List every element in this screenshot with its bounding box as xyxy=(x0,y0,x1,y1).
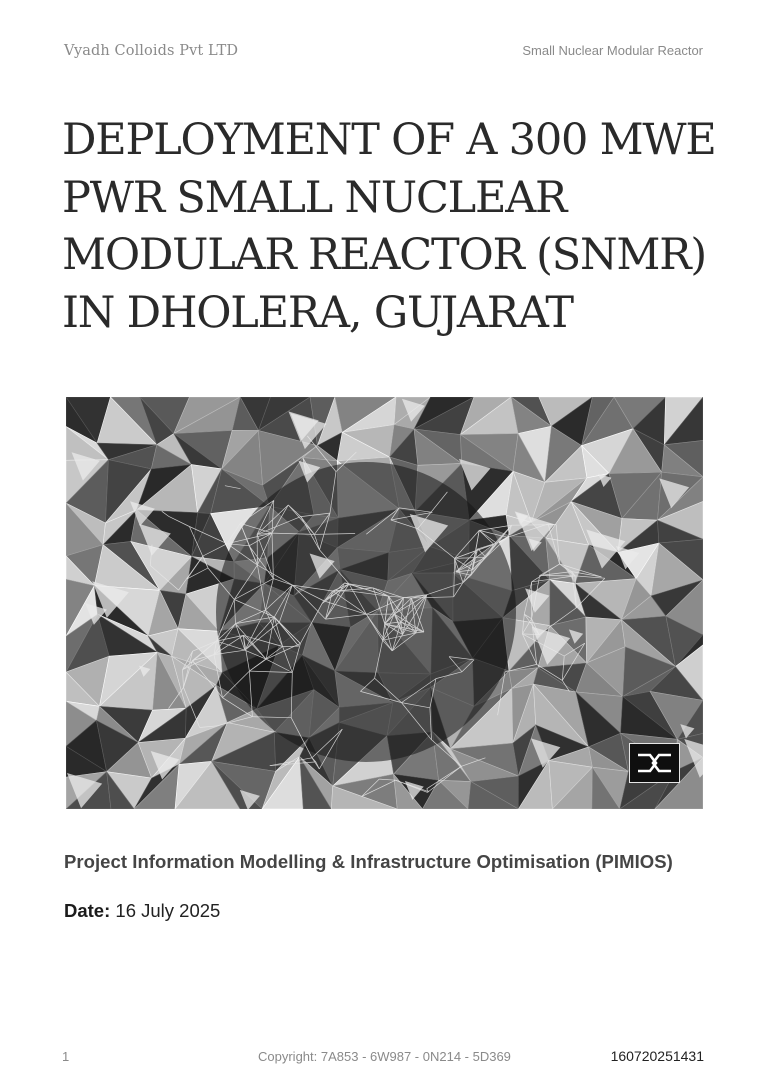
project-subtitle: Project Information Modelling & Infrastructure Optimisation (PIMIOS) xyxy=(64,851,673,872)
document-date xyxy=(64,900,220,922)
title-line: MODULAR REACTOR (SNMR) xyxy=(62,230,706,280)
header-document-type: Small Nuclear Modular Reactor xyxy=(522,43,703,58)
date-value: 16 July 2025 xyxy=(115,900,221,921)
polygon-network-icon xyxy=(66,397,703,809)
title-line: DEPLOYMENT OF A 300 MWE xyxy=(62,115,716,165)
page-number: 1 xyxy=(62,1049,70,1064)
copyright-text: Copyright: 7A853 - 6W987 - 0N214 - 5D369 xyxy=(258,1049,511,1064)
title-line: IN DHOLERA, GUJARAT xyxy=(62,287,573,338)
header-company: Vyadh Colloids Pvt LTD xyxy=(64,43,239,59)
document-title xyxy=(62,112,722,342)
title-line: PWR SMALL NUCLEAR xyxy=(62,172,567,223)
company-logo-icon xyxy=(629,743,680,783)
document-id: 160720251431 xyxy=(610,1048,704,1064)
cover-image xyxy=(66,397,703,809)
date-label: Date: xyxy=(64,900,111,921)
